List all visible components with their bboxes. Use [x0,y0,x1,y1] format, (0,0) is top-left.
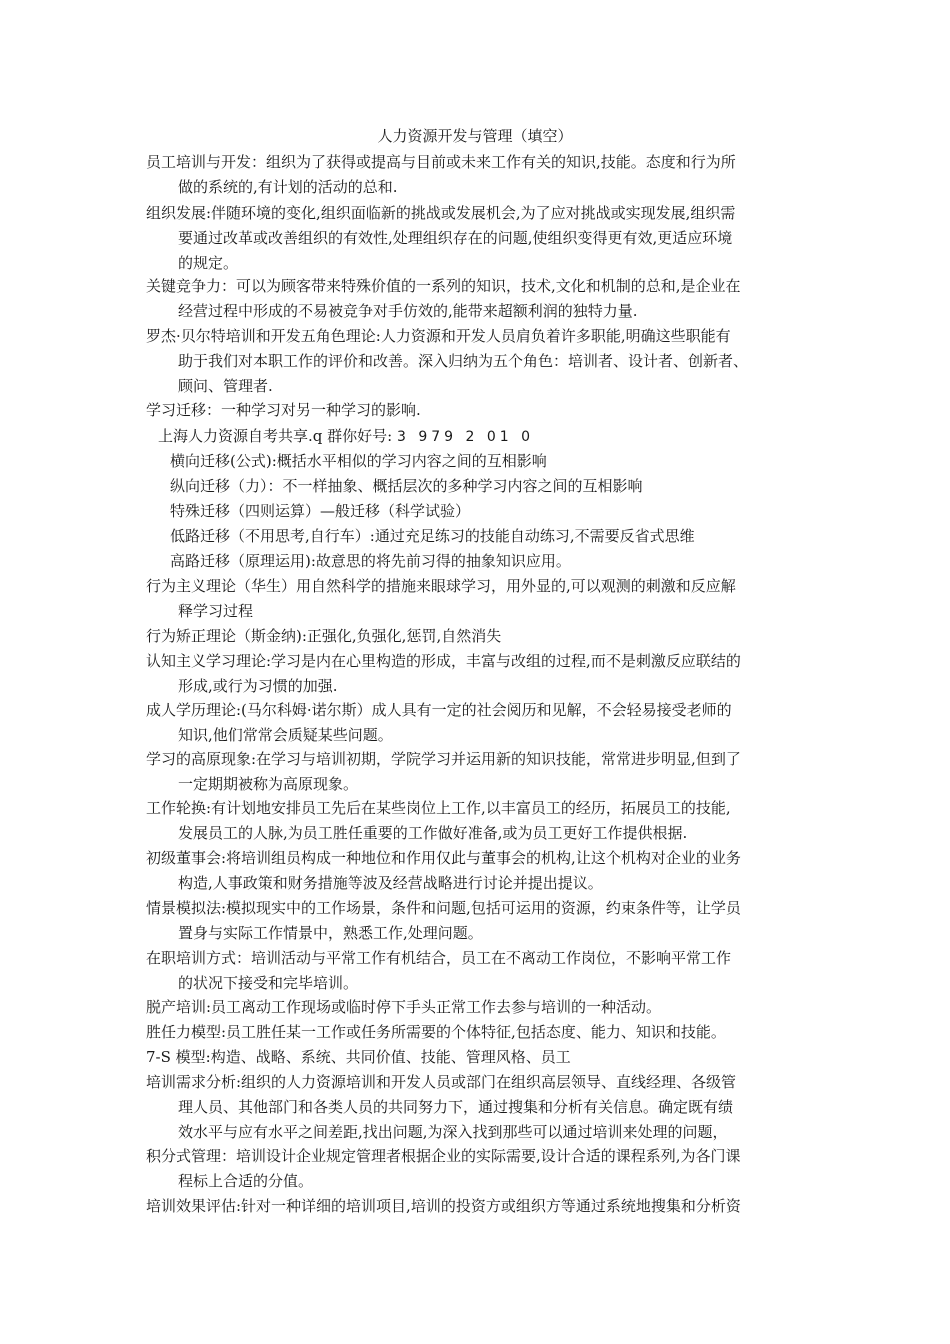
entry-line: 理人员、其他部门和各类人员的共同努力下，通过搜集和分析有关信息。确定既有绩 [178,1098,734,1116]
transfer-type: 高路迁移（原理运用):故意思的将先前习得的抽象知识应用。 [170,552,571,570]
entry-line: 工作轮换:有计划地安排员工先后在某些岗位上工作,以丰富员工的经历，拓展员工的技能, [146,799,731,817]
entry-line: 培训效果评估:针对一种详细的培训项目,培训的投资方或组织方等通过系统地搜集和分析资 [146,1197,741,1215]
definition-entry [146,798,810,848]
definition-entry [146,576,810,626]
entry-line: 7-S 模型:构造、战略、系统、共同价值、技能、管理风格、员工 [146,1048,571,1066]
entry-line: 胜任力模型:员工胜任某一工作或任务所需要的个体特征,包括态度、能力、知识和技能。 [146,1023,726,1041]
definition-entry [146,203,810,278]
entry-line: 的规定。 [178,254,239,272]
entry-line: 认知主义学习理论:学习是内在心里构造的形成，丰富与改组的过程,而不是刺激反应联结的 [146,652,741,670]
definition-entry [146,1047,810,1072]
entry-line: 学习的高原现象:在学习与培训初期，学院学习并运用新的知识技能，常常进步明显,但到了 [146,750,741,768]
entry-line: 罗杰·贝尔特培训和开发五角色理论:人力资源和开发人员肩负着许多职能,明确这些职能有 [146,327,731,345]
entry-line: 效水平与应有水平之间差距,找出问题,为深入找到那些可以通过培训来处理的问题， [178,1123,728,1141]
entry-line: 置身与实际工作情景中，熟悉工作,处理问题。 [178,924,483,942]
entry-line: 员工培训与开发：组织为了获得或提高与目前或未来工作有关的知识,技能。态度和行为所 [146,153,736,171]
entry-line: 做的系统的,有计划的活动的总和. [178,178,398,196]
definition-entry [146,997,810,1022]
entry-line: 顾问、管理者. [178,377,273,395]
entry-line: 关键竞争力：可以为顾客带来特殊价值的一系列的知识，技术,文化和机制的总和,是企业在 [146,277,741,295]
definition-entry [146,1146,810,1196]
definition-entry [146,948,810,998]
entry-line: 发展员工的人脉,为员工胜任重要的工作做好准备,或为员工更好工作提供根据. [178,824,688,842]
entry-line: 积分式管理：培训设计企业规定管理者根据企业的实际需要,设计合适的课程系列,为各门课 [146,1147,741,1165]
entry-line: 要通过改革或改善组织的有效性,处理组织存在的问题,使组织变得更有效,更适应环境 [178,229,733,247]
entry-line: 培训需求分析:组织的人力资源培训和开发人员或部门在组织高层领导、直线经理、各级管 [146,1073,737,1091]
entry-line: 成人学历理论:(马尔科姆·诺尔斯）成人具有一定的社会阅历和见解，不会轻易接受老师的 [146,701,732,719]
transfer-type: 纵向迁移（力）：不一样抽象、概括层次的多种学习内容之间的互相影响 [170,477,643,495]
entry-line: 释学习过程 [178,602,254,620]
transfer-type: 低路迁移（不用思考,自行车）:通过充足练习的技能自动练习,不需要反省式思维 [170,527,695,545]
definition-entry [146,152,810,202]
definition-entry [146,700,810,750]
entry-line: 学习迁移：一种学习对另一种学习的影响. [146,401,421,419]
qq-group-line [158,426,534,447]
definition-entry [146,1022,810,1047]
definition-entry [146,626,810,651]
definition-entry [146,400,810,425]
entry-line: 经营过程中形成的不易被竞争对手仿效的,能带来超额利润的独特力量. [178,302,638,320]
document-title: 人力资源开发与管理（填空） [377,127,573,145]
definition-entry [146,326,810,401]
entry-line: 行为矫正理论（斯金纳):正强化,负强化,惩罚,自然消失 [146,627,502,645]
entry-line: 在职培训方式：培训活动与平常工作有机结合，员工在不离动工作岗位，不影响平常工作 [146,949,732,967]
definition-entry [146,276,810,326]
entry-line: 脱产培训:员工离动工作现场或临时停下手头正常工作去参与培训的一种活动。 [146,998,662,1016]
definition-entry [146,1072,810,1147]
entry-line: 组织发展:伴随环境的变化,组织面临新的挑战或发展机会,为了应对挑战或实现发展,组织需 [146,204,736,222]
entry-line: 程标上合适的分值。 [178,1172,314,1190]
entry-line: 行为主义理论（华生）用自然科学的措施来眼球学习，用外显的,可以观测的刺激和反应解 [146,577,736,595]
qq-group-number: 3 979 2 01 0 [396,429,535,445]
entry-line: 助于我们对本职工作的评价和改善。深入归纳为五个角色：培训者、设计者、创新者、 [178,352,749,370]
qq-group-text: 上海人力资源自考共享.q 群你好号: [158,427,393,445]
definition-entry [146,898,810,948]
definition-entry [146,651,810,701]
entry-line: 初级董事会:将培训组员构成一种地位和作用仅此与董事会的机构,让这个机构对企业的业务 [146,849,741,867]
entry-line: 情景模拟法:模拟现实中的工作场景，条件和问题,包括可运用的资源，约束条件等，让学员 [146,899,741,917]
entry-line: 的状况下接受和完毕培训。 [178,974,359,992]
definition-entry [146,749,810,799]
transfer-type: 特殊迁移（四则运算）—般迁移（科学试验） [170,502,471,520]
transfer-type: 横向迁移(公式):概括水平相似的学习内容之间的互相影响 [170,452,547,470]
definition-entry [146,848,810,898]
entry-line: 构造,人事政策和财务措施等波及经营战略进行讨论并提出提议。 [178,874,603,892]
entry-line: 知识,他们常常会质疑某些问题。 [178,726,393,744]
definition-entry [146,1196,810,1221]
entry-line: 形成,或行为习惯的加强. [178,677,338,695]
entry-line: 一定期期被称为高原现象。 [178,775,359,793]
